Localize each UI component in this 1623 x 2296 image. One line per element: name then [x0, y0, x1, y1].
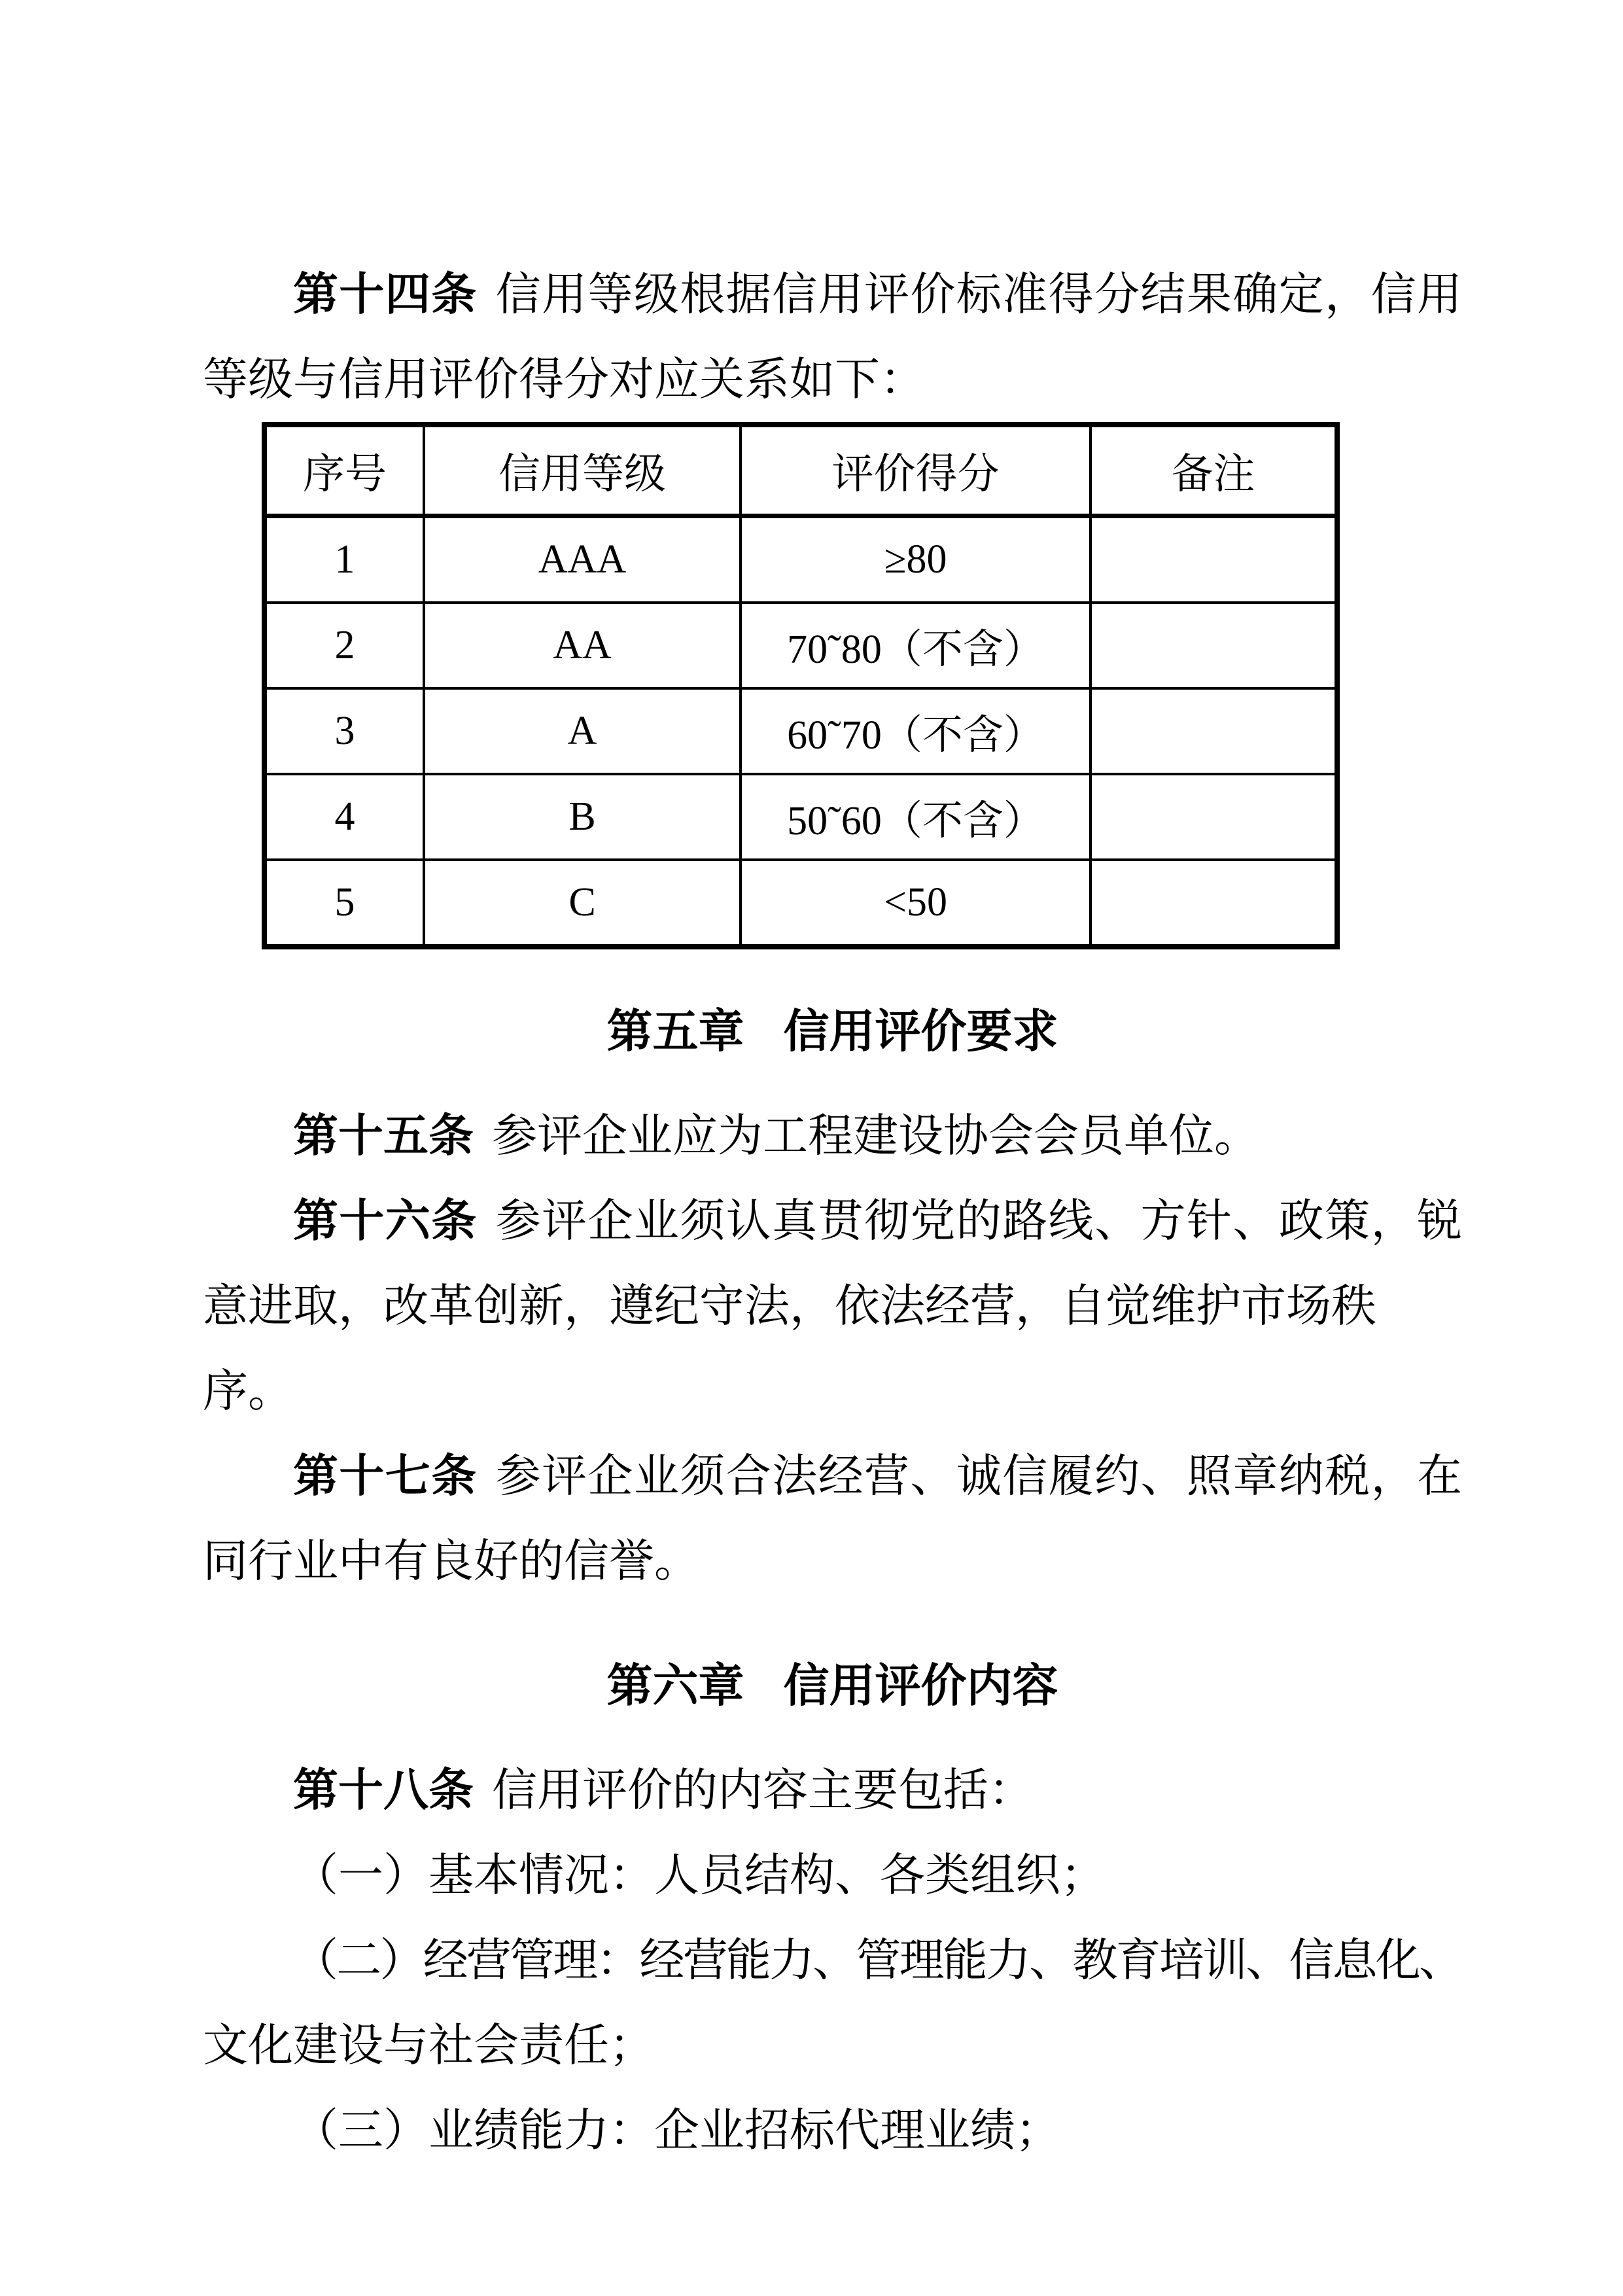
index-cell: 2 [264, 603, 424, 688]
header-cell-index: 序号 [264, 425, 424, 516]
article-14-text-1: 信用等级根据信用评价标准得分结果确定，信用 [495, 270, 1463, 319]
index-cell: 3 [264, 688, 424, 774]
header-cell-remark: 备注 [1091, 425, 1337, 516]
article-14-label: 第十四条 [293, 269, 478, 319]
index-cell: 5 [264, 860, 424, 947]
article-15-label: 第十五条 [293, 1110, 474, 1161]
chapter-5-number: 第五章 [606, 1006, 744, 1057]
article-15-paragraph [203, 1093, 1462, 1178]
table-row [264, 860, 1337, 947]
grade-cell: A [424, 688, 741, 774]
article-17-label: 第十七条 [293, 1451, 478, 1501]
list-item-2-line-1: （二）经营管理：经营能力、管理能力、教育培训、信息化、 [293, 1935, 1462, 1985]
table-row [264, 603, 1337, 688]
table-header-row [264, 425, 1337, 516]
article-17-paragraph [203, 1434, 1462, 1604]
chapter-6-title: 信用评价内容 [783, 1660, 1058, 1711]
score-cell: 60˜70（不含） [741, 688, 1091, 774]
article-14-line-1 [203, 252, 1462, 337]
article-16-line-1 [203, 1178, 1462, 1263]
score-cell: 50˜60（不含） [741, 774, 1091, 860]
header-cell-score: 评价得分 [741, 425, 1091, 516]
remark-cell [1091, 603, 1337, 688]
article-16-line-2: 意进取，改革创新，遵纪守法，依法经营，自觉维护市场秩序。 [203, 1281, 1376, 1416]
list-item-2 [203, 1918, 1462, 2088]
grade-cell: B [424, 774, 741, 860]
index-cell: 1 [264, 516, 424, 603]
credit-rating-table [262, 422, 1340, 949]
chapter-5-heading [203, 989, 1462, 1074]
article-16-paragraph [203, 1178, 1462, 1434]
table-row [264, 774, 1337, 860]
table-row [264, 516, 1337, 603]
grade-cell: AAA [424, 516, 741, 603]
chapter-5-title: 信用评价要求 [783, 1006, 1058, 1057]
article-14-paragraph [203, 252, 1462, 422]
header-cell-grade: 信用等级 [424, 425, 741, 516]
article-18-text: 信用评价的内容主要包括： [492, 1765, 1034, 1815]
article-17-line-1 [203, 1434, 1462, 1519]
article-14-line-2: 等级与信用评价得分对应关系如下： [203, 355, 925, 404]
remark-cell [1091, 774, 1337, 860]
article-15-text: 参评企业应为工程建设协会会员单位。 [492, 1111, 1259, 1161]
article-17-line-2: 同行业中有良好的信誉。 [203, 1536, 699, 1586]
list-item-1: （一）基本情况：人员结构、各类组织； [293, 1850, 1106, 1900]
remark-cell [1091, 516, 1337, 603]
list-item-3: （三）业绩能力：企业招标代理业绩； [293, 2106, 1060, 2155]
list-item-2-line-2: 文化建设与社会责任； [203, 2021, 654, 2070]
score-cell: 70˜80（不含） [741, 603, 1091, 688]
index-cell: 4 [264, 774, 424, 860]
remark-cell [1091, 688, 1337, 774]
article-16-text-1: 参评企业须认真贯彻党的路线、方针、政策，锐 [495, 1196, 1463, 1246]
article-17-text-1: 参评企业须合法经营、诚信履约、照章纳税，在 [495, 1451, 1463, 1501]
remark-cell [1091, 860, 1337, 947]
score-cell: ≥80 [741, 516, 1091, 603]
article-18-label: 第十八条 [293, 1765, 474, 1815]
article-18-paragraph [203, 1748, 1462, 1833]
chapter-6-heading [203, 1643, 1462, 1728]
table-row [264, 688, 1337, 774]
grade-cell: AA [424, 603, 741, 688]
article-16-label: 第十六条 [293, 1195, 478, 1246]
grade-cell: C [424, 860, 741, 947]
chapter-6-number: 第六章 [606, 1660, 744, 1711]
score-cell: <50 [741, 860, 1091, 947]
